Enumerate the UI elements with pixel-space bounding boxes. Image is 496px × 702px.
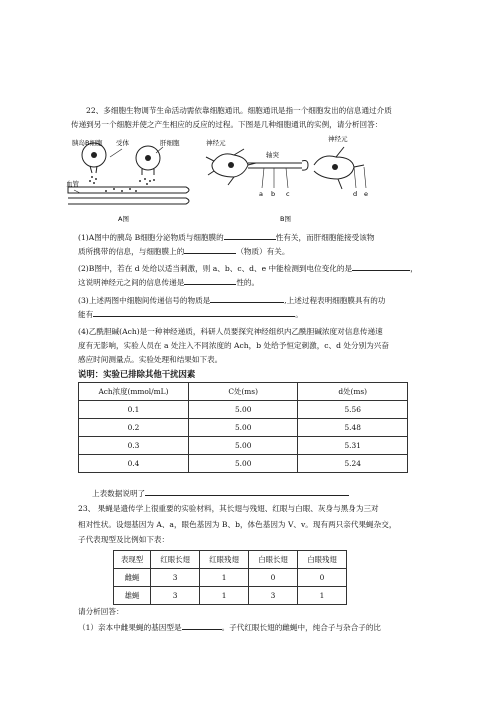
table-cell: 1 (297, 587, 346, 605)
table-cell: 0.2 (79, 419, 189, 437)
letter-e: e (364, 190, 368, 198)
table-cell: 0.3 (79, 437, 189, 455)
q22-sub4-line3: 感应时间测量点。实验处理和结果如下表。 (78, 355, 223, 364)
figure-a (66, 135, 196, 227)
q22-sub3-line2: 能有 。 (78, 307, 303, 322)
caption-a: A图 (118, 215, 129, 223)
table-row (79, 419, 408, 437)
table-header: 白眼残翅 (297, 551, 346, 569)
blank-2[interactable] (184, 244, 236, 254)
blank-7[interactable] (145, 486, 349, 496)
table-cell: 1 (200, 587, 249, 605)
table-cell: 0.4 (79, 455, 189, 473)
q22-conclusion: 上表数据说明了 (92, 486, 349, 501)
letter-c: c (286, 190, 290, 198)
label-axon: 轴突 (266, 151, 279, 159)
table-header: 白眼长翅 (249, 551, 298, 569)
blank-6[interactable] (93, 307, 295, 317)
blank-1[interactable] (224, 230, 276, 240)
q22-sub2-line1: (2)B图中，若在 d 处给以适当刺激，则 a、b、c、d、e 中能检测到电位变化的是 ， (78, 261, 418, 276)
label-receptor: 受体 (116, 139, 129, 147)
table-cell: 5.24 (298, 455, 408, 473)
blank-3[interactable] (352, 261, 410, 271)
table-cell: 5.00 (188, 437, 298, 455)
table-cell: 雄蝇 (114, 587, 151, 605)
figure-b (204, 133, 374, 227)
table-header: C处(ms) (188, 383, 298, 401)
table-header: Ach浓度(mmol/mL) (79, 383, 189, 401)
table-cell: 0 (249, 569, 298, 587)
label-neuron-1: 神经元 (206, 139, 226, 147)
caption-b: B图 (280, 215, 291, 223)
q22-intro-line1: 22、多细胞生物调节生命活动需依靠细胞通讯。细胞通讯是指一个细胞发出的信息通过介质 (86, 106, 392, 115)
q22-sub4-line1: (4)乙酰胆碱(Ach)是一种神经递质，科研人员要探究神经组织内乙酰胆碱浓度对信息传递速 (78, 327, 383, 336)
table-cell: 5.00 (188, 401, 298, 419)
q23-line1: 23、 果蝇是遗传学上很重要的实验材料，其长翅与残翅、红眼与白眼、灰身与黑身为三对 (78, 504, 379, 513)
table-header-row (79, 383, 408, 401)
table-row (79, 455, 408, 473)
label-neuron-2: 神经元 (328, 135, 348, 143)
q22-sub1-line1: (1)A图中的胰岛 B细胞分泌物质与细胞膜的 性有关，而肝细胞能接受该物 (78, 230, 374, 245)
q22-sub3-line1: (3)上述两图中细胞间传递信号的物质是 ,上述过程表明细胞膜具有的功 (78, 293, 385, 308)
table-cell: 0 (297, 569, 346, 587)
table-header: 红眼长翅 (151, 551, 200, 569)
fly-table (113, 550, 347, 605)
neuron-2 (314, 147, 364, 189)
label-liver: 肝细胞 (160, 139, 180, 147)
table-cell: 3 (151, 569, 200, 587)
label-islet-b: 胰岛B细胞 (72, 139, 103, 147)
table-cell: 1 (200, 569, 249, 587)
table-header: 红眼残翅 (200, 551, 249, 569)
table-row (114, 587, 347, 605)
table-row (79, 437, 408, 455)
blood-vessel (68, 187, 189, 193)
table-header: d处(ms) (298, 383, 408, 401)
blank-5[interactable] (210, 293, 284, 303)
table-cell: 0.1 (79, 401, 189, 419)
table-row (79, 401, 408, 419)
table-cell: 雌蝇 (114, 569, 151, 587)
experiment-note: 说明：实验已排除其他干扰因素 (78, 369, 196, 379)
table-cell: 5.00 (188, 419, 298, 437)
label-vessel: 血管 (66, 180, 79, 188)
ach-table (78, 382, 408, 473)
table-cell: 5.31 (298, 437, 408, 455)
letter-b: b (271, 190, 276, 198)
table-header: 表现型 (114, 551, 151, 569)
table-cell: 3 (151, 587, 200, 605)
q23-line2: 相对性状。设翅基因为 A、a，眼色基因为 B、b，体色基因为 V、v。现有两只亲代果蝇杂交， (78, 520, 397, 529)
table-cell: 5.48 (298, 419, 408, 437)
letter-d: d (353, 190, 358, 198)
blank-4[interactable] (184, 275, 236, 285)
table-cell: 3 (249, 587, 298, 605)
q23-sub1: （1）亲本中雌果蝇的基因型是 。子代红眼长翅的雌蝇中，纯合子与杂合子的比 (78, 620, 381, 635)
blank-8[interactable] (182, 620, 222, 630)
q23-prompt: 请分析回答： (78, 607, 124, 616)
letter-a: a (259, 190, 263, 198)
table-header-row (114, 551, 347, 569)
q22-sub1-line2: 质所携带的信息，与细胞膜上的 （物质）有关。 (78, 244, 289, 259)
q22-sub4-line2: 度有无影响，实验人员在 a 处注入不同浓度的 Ach，b 处给予恒定刺激，c、d 处分别为兴奋 (78, 341, 389, 350)
q22-intro-line2: 传递到另一个细胞并使之产生相应的反应的过程。下图是几种细胞通讯的实例，请分析回答： (71, 120, 383, 129)
q23-line3: 子代表现型及比例如下表： (78, 535, 170, 544)
q22-sub2-line2: 这说明神经元之间的信息传递是 性的。 (78, 275, 259, 290)
table-cell: 5.00 (188, 455, 298, 473)
table-cell: 5.56 (298, 401, 408, 419)
table-row (114, 569, 347, 587)
